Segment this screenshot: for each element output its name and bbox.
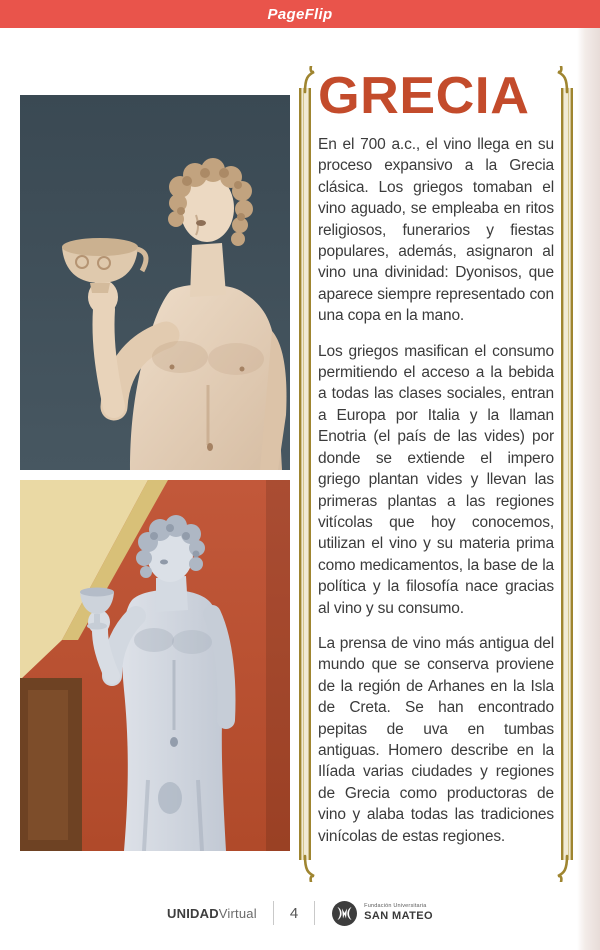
page-number: 4 [289,904,299,922]
logo-subtitle: Fundación Universitaria [364,902,427,909]
footer-divider [314,901,315,925]
page-edge-shadow [577,28,600,950]
dionysus-goblet-illustration [20,480,290,851]
footer-divider [273,901,274,925]
paragraph-1: En el 700 a.c., el vino llega en su proceso expansivo a la Grecia clásica. Los griegos tomaban el vino aguado, se empleaba en ritos religiosos, funerarios y fiestas populares, además, asignaron al vino una divinidad: Dyonisos, que aparece siempre representado con una copa en la mano. [318,136,554,325]
san-mateo-logo-text [364,904,433,923]
page-footer [0,893,600,933]
statue-photo-bottom [20,480,290,851]
column-ornament-right [556,66,578,882]
dionysus-kantharos-illustration [20,95,290,470]
logo-title: SAN MATEO [364,910,433,923]
unidad-virtual-brand [167,906,257,921]
page-title: GRECIA [318,67,530,125]
paragraph-3: La prensa de vino más antigua del mundo que se conserva proviene de la región de Arhanes en la Isla de Creta. Se han encontrado pepitas de uva en tumbas antiguas. Homero describe en la Ilíada varias ciudades y regiones de Grecia como productoras de vino y alaba todas las tradiciones vinícolas de estas regiones. [318,634,554,845]
article [318,68,554,861]
statue-photo-top [20,95,290,470]
san-mateo-logo-icon [331,900,358,927]
brand-light: Virtual [218,905,257,921]
column-ornament-left [294,66,316,882]
document-page [0,28,600,950]
app-header-bar [0,0,600,28]
brand-bold: UNIDAD [167,905,219,921]
san-mateo-logo [331,900,433,927]
paragraph-2: Los griegos masifican el consumo permitiendo el acceso a la bebida a todas las clases sociales, entran a Europa por Italia y la llaman Enotria (el país de las vides) por donde se extiende el impero griego plantan vides y llevan las primeras plantas a las regiones vitícolas que hoy conocemos, utilizan el vino y su materia prima como medicamentos, la base de la política y la filosofía nace gracias al vino y su consumo. [318,342,554,617]
app-title: PageFlip [267,5,333,23]
